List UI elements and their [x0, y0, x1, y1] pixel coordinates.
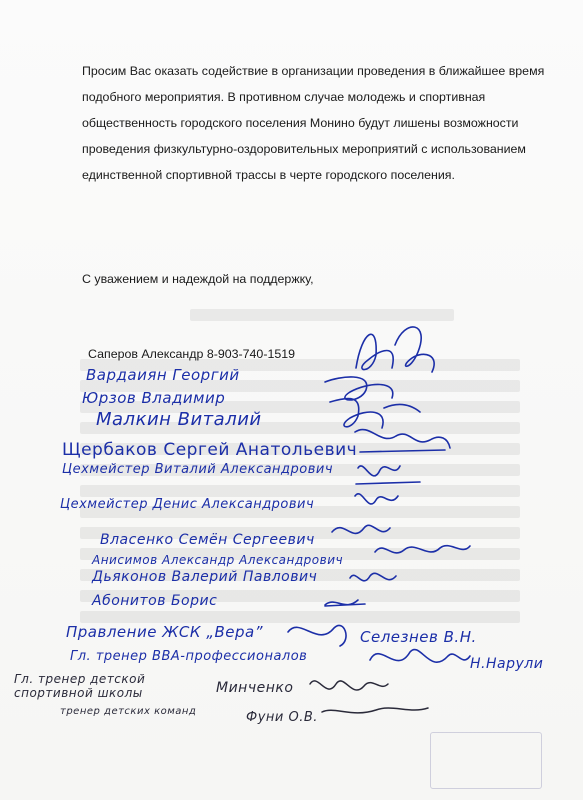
signature-scribble — [356, 466, 420, 484]
faded-stamp — [430, 732, 542, 789]
handwritten-name-15: Гл. тренер детской спортивной школы — [14, 672, 146, 700]
handwritten-name-9: Дьяконов Валерий Павлович — [92, 569, 318, 585]
handwritten-name-6: Цехмейстер Денис Александрович — [60, 497, 315, 512]
handwritten-name-8: Анисимов Александр Александрович — [92, 553, 344, 567]
handwritten-name-14: Н.Нарули — [470, 656, 544, 672]
signature-scribble — [325, 600, 365, 606]
signature-scribble — [325, 377, 393, 400]
handwritten-name-2: Юрзов Владимир — [82, 389, 226, 407]
letter-paragraph: Просим Вас оказать содействие в организации проведения в ближайшее время подобного мероприятия. В противном случае молодежь и спортивная общественность городского поселения Монино будут лишены возможности проведения физкультурно-оздоровительных мероприятий с использованием единственной спортивной трассы в черте городского поселения. — [82, 64, 545, 182]
handwritten-name-10: Абонитов Борис — [92, 593, 218, 609]
handwritten-name-16: Минченко — [216, 680, 294, 696]
signature-scribble — [375, 546, 470, 553]
signature-scribble — [356, 327, 434, 372]
handwritten-name-5: Цехмейстер Виталий Александрович — [62, 462, 334, 477]
signature-scribble — [350, 573, 396, 581]
handwritten-name-7: Власенко Семён Сергеевич — [100, 532, 315, 548]
signature-scribble — [355, 430, 450, 452]
handwritten-name-18: Фуни О.В. — [246, 710, 318, 725]
handwritten-name-17: тренер детских команд — [60, 706, 197, 717]
handwritten-name-11: Правление ЖСК „Вера” — [66, 623, 264, 641]
signature-scribble — [288, 625, 346, 646]
signature-scribble — [370, 649, 470, 662]
handwritten-name-4: Щербаков Сергей Анатольевич — [62, 440, 358, 460]
typed-signer: Саперов Александр 8-903-740-1519 — [88, 347, 296, 361]
handwritten-name-3: Малкин Виталий — [96, 409, 262, 430]
handwritten-name-12: Селезнев В.Н. — [360, 628, 477, 646]
signature-scribble — [322, 708, 428, 713]
signature-scribble — [310, 681, 388, 690]
handwritten-name-13: Гл. тренер ВВА-профессионалов — [70, 649, 308, 664]
signature-scribble — [332, 525, 390, 533]
signature-scribble — [330, 399, 420, 428]
letter-closing: С уважением и надеждой на поддержку, — [82, 272, 314, 286]
handwritten-name-1: Вардаиян Георгий — [86, 366, 240, 384]
signature-scribble — [355, 494, 398, 504]
